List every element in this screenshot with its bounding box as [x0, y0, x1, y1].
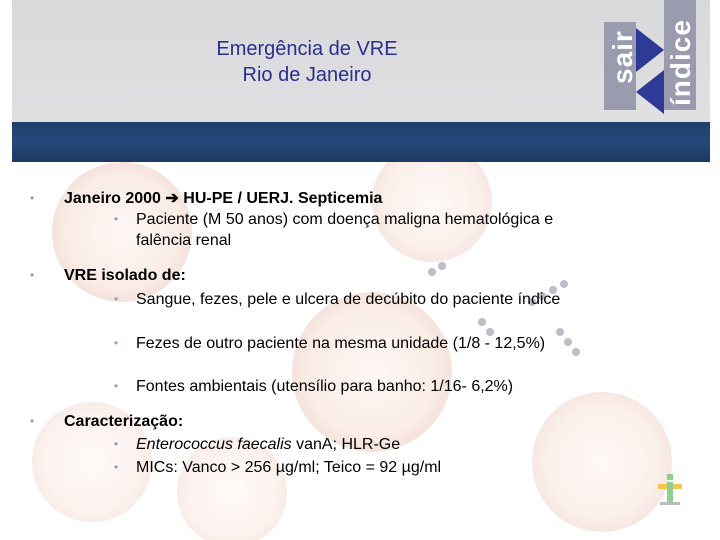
- sub-bullet-dot: •: [114, 336, 119, 350]
- arrow-icon: ➔: [165, 190, 179, 207]
- bullet-dot: •: [30, 268, 35, 282]
- sub-bullet-dot: •: [114, 212, 119, 226]
- sub-bullet-dot: •: [114, 379, 119, 393]
- institution-logo-icon: [650, 472, 690, 512]
- sub-bullet-dot: •: [114, 437, 119, 451]
- sub-bullet-text: Sangue, fezes, pele e ulcera de decúbito do paciente índice: [136, 291, 561, 308]
- bullet-text: Janeiro 2000 ➔ HU-PE / UERJ. Septicemia: [64, 190, 383, 207]
- sub-bullet-dot: •: [114, 460, 119, 474]
- sub-bullet-text: Paciente (M 50 anos) com doença maligna hematológica e falência renal: [136, 211, 554, 249]
- sub-bullet-dot: •: [114, 292, 119, 306]
- title-line-1: Emergência de VRE: [216, 38, 398, 60]
- bullet-text: VRE isolado de:: [64, 267, 186, 284]
- bullet-dot: •: [30, 191, 35, 205]
- sub-bullet-text: Enterococcus faecalis vanA; HLR-Ge: [136, 436, 401, 453]
- indice-label: índice: [665, 19, 696, 106]
- sair-label: sair: [607, 30, 638, 84]
- sub-bullet-text: MICs: Vanco > 256 µg/ml; Teico = 92 µg/ml: [136, 459, 442, 476]
- sub-bullet-text: Fezes de outro paciente na mesma unidade (1/8 - 12,5%): [136, 335, 546, 352]
- sub-bullet-text: Fontes ambientais (utensílio para banho: 1/16- 6,2%): [136, 378, 514, 395]
- bullet-text: Caracterização:: [64, 413, 184, 430]
- title-line-2: Rio de Janeiro: [242, 64, 372, 86]
- bullet-dot: •: [30, 414, 35, 428]
